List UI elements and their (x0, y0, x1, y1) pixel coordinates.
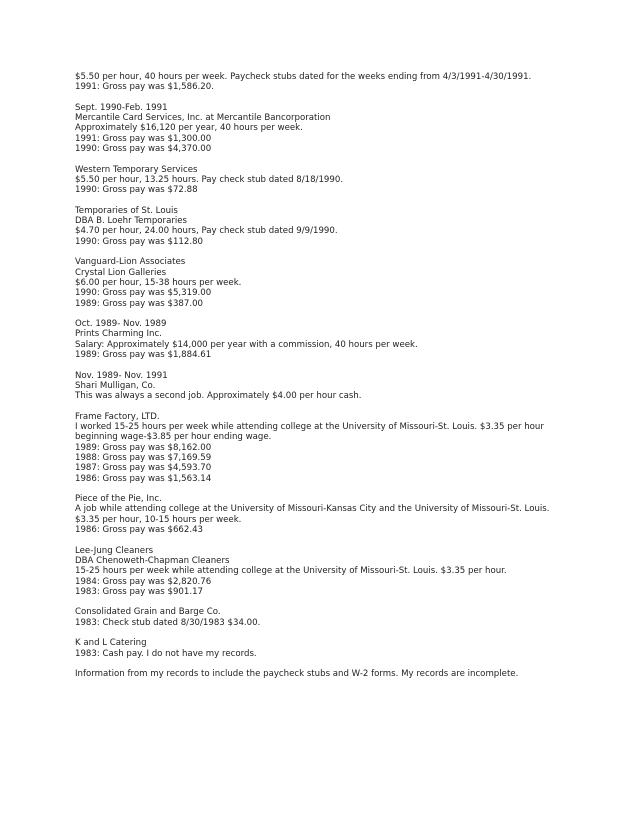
text-line: $6.00 per hour, 15-38 hours per week. (75, 277, 242, 288)
text-line: 1991: Gross pay was $1,586.20. (75, 82, 214, 93)
text-line: DBA Chenoweth-Chapman Cleaners (75, 555, 230, 566)
text-block (75, 257, 565, 308)
text-line: 1987: Gross pay was $4,593.70 (75, 463, 212, 474)
text-line: 1990: Gross pay was $4,370.00 (75, 144, 212, 155)
text-line: Consolidated Grain and Barge Co. (75, 607, 221, 618)
text-line: 1984: Gross pay was $2,820.76 (75, 576, 212, 587)
text-line: 1990: Gross pay was $5,319.00 (75, 288, 212, 299)
text-line: 1991: Gross pay was $1,300.00 (75, 133, 212, 144)
text-block (75, 669, 565, 679)
text-line: Sept. 1990-Feb. 1991 (75, 102, 168, 113)
text-line: 1983: Check stub dated 8/30/1983 $34.00. (75, 617, 261, 628)
text-line: Nov. 1989- Nov. 1991 (75, 370, 168, 381)
text-line: Temporaries of St. Louis (75, 205, 178, 216)
text-line: Vanguard-Lion Associates (75, 257, 186, 268)
text-block (75, 494, 565, 535)
text-line: $4.70 per hour, 24.00 hours, Pay check stub dated 9/9/1990. (75, 226, 338, 237)
text-line: Shari Mulligan, Co. (75, 380, 156, 391)
text-block (75, 412, 565, 484)
text-line: Western Temporary Services (75, 164, 198, 175)
text-line: This was always a second job. Approximately $4.00 per hour cash. (75, 391, 362, 402)
text-line: Lee-Jung Cleaners (75, 545, 154, 556)
text-block (75, 607, 565, 628)
text-line: Information from my records to include the paycheck stubs and W-2 forms. My records are incomplete. (75, 669, 519, 680)
text-line: 1986: Gross pay was $662.43 (75, 525, 204, 536)
text-block (75, 546, 565, 597)
text-line: beginning wage-$3.85 per hour ending wage. (75, 432, 272, 443)
text-line: Salary: Approximately $14,000 per year with a commission, 40 hours per week. (75, 339, 418, 350)
text-line: Mercantile Card Services, Inc. at Mercantile Bancorporation (75, 113, 331, 124)
text-line: Piece of the Pie, Inc. (75, 494, 162, 505)
document-body (75, 72, 565, 690)
text-line: 1990: Gross pay was $112.80 (75, 236, 204, 247)
text-line: $3.35 per hour, 10-15 hours per week. (75, 514, 242, 525)
text-line: Prints Charming Inc. (75, 329, 162, 340)
text-line: 1989: Gross pay was $387.00 (75, 298, 204, 309)
text-line: 1989: Gross pay was $8,162.00 (75, 442, 212, 453)
text-block (75, 319, 565, 360)
text-line: 1986: Gross pay was $1,563.14 (75, 473, 212, 484)
text-line: $5.50 per hour, 13.25 hours. Pay check stub dated 8/18/1990. (75, 174, 344, 185)
text-line: Frame Factory, LTD. (75, 411, 160, 422)
text-line: 1989: Gross pay was $1,884.61 (75, 350, 212, 361)
text-line: DBA B. Loehr Temporaries (75, 216, 188, 227)
text-line: 1990: Gross pay was $72.88 (75, 185, 198, 196)
text-line: Approximately $16,120 per year, 40 hours per week. (75, 123, 303, 134)
text-block (75, 165, 565, 196)
text-line: 1983: Cash pay. I do not have my records. (75, 648, 257, 659)
text-line: Oct. 1989- Nov. 1989 (75, 319, 167, 330)
text-block (75, 638, 565, 659)
text-line: A job while attending college at the University of Missouri-Kansas City and the University of Missouri-St. Louis. (75, 504, 550, 515)
text-block (75, 72, 565, 93)
text-block (75, 103, 565, 154)
text-line: $5.50 per hour, 40 hours per week. Paycheck stubs dated for the weeks ending from 4/3/1991-4/30/1991. (75, 72, 532, 82)
text-block (75, 371, 565, 402)
text-block (75, 206, 565, 247)
text-line: 15-25 hours per week while attending college at the University of Missouri-St. Louis. $3.35 per hour. (75, 566, 507, 577)
text-line: 1983: Gross pay was $901.17 (75, 586, 204, 597)
text-line: Crystal Lion Galleries (75, 267, 167, 278)
text-line: I worked 15-25 hours per week while attending college at the University of Missouri-St. Louis. $3.35 per hour (75, 422, 544, 433)
text-line: 1988: Gross pay was $7,169.59 (75, 452, 212, 463)
text-line: K and L Catering (75, 638, 147, 649)
